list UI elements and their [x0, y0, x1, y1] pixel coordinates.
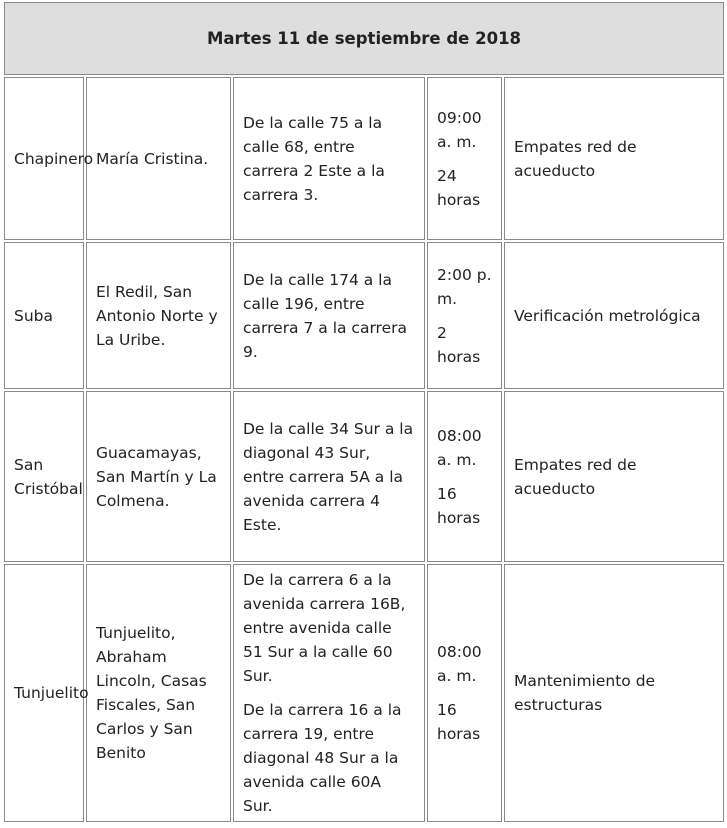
sector-text: De la calle 34 Sur a la diagonal 43 Sur, entre carrera 5A a la avenida carrera 4 Este.	[243, 419, 414, 534]
water-cut-schedule-table	[2, 0, 726, 824]
motivo-cell: Empates red de acueducto	[504, 77, 724, 240]
date-header-row	[4, 2, 724, 75]
motivo-cell: Mantenimiento de estructuras	[504, 564, 724, 822]
sectores-cell	[233, 564, 425, 822]
date-header: Martes 11 de septiembre de 2018	[4, 2, 724, 75]
duracion-text: 16 horas	[437, 701, 481, 743]
localidad-cell: Suba	[4, 242, 84, 389]
hora-cell	[427, 242, 502, 389]
duracion-text: 16 horas	[437, 484, 481, 527]
sector-text: De la carrera 16 a la carrera 19, entre diagonal 48 Sur a la avenida calle 60A Sur.	[243, 701, 402, 815]
motivo-cell: Empates red de acueducto	[504, 391, 724, 562]
sectores-cell	[233, 391, 425, 562]
barrios-cell: María Cristina.	[86, 77, 231, 240]
barrios-cell: El Redil, San Antonio Norte y La Uribe.	[86, 242, 231, 389]
duracion-text: 24 horas	[437, 166, 481, 209]
duracion-text: 2 horas	[437, 323, 481, 366]
barrios-cell: Guacamayas, San Martín y La Colmena.	[86, 391, 231, 562]
localidad-cell: Chapinero	[4, 77, 84, 240]
hora-cell	[427, 391, 502, 562]
table-row	[4, 77, 724, 240]
hora-text: 09:00 a. m.	[437, 108, 482, 151]
localidad-cell: San Cristóbal	[4, 391, 84, 562]
table-row	[4, 564, 724, 822]
sectores-cell	[233, 77, 425, 240]
hora-cell	[427, 564, 502, 822]
barrios-cell: Tunjuelito, Abraham Lincoln, Casas Fiscales, San Carlos y San Benito	[86, 564, 231, 822]
table-row	[4, 242, 724, 389]
hora-cell	[427, 77, 502, 240]
localidad-cell: Tunjuelito	[4, 564, 84, 822]
table-row	[4, 391, 724, 562]
sector-text: De la calle 75 a la calle 68, entre carrera 2 Este a la carrera 3.	[243, 113, 385, 204]
sector-text: De la carrera 6 a la avenida carrera 16B, entre avenida calle 51 Sur a la calle 60 Sur.	[243, 571, 406, 685]
motivo-cell: Verificación metrológica	[504, 242, 724, 389]
sectores-cell	[233, 242, 425, 389]
hora-text: 2:00 p. m.	[437, 265, 492, 308]
hora-text: 08:00 a. m.	[437, 643, 482, 685]
hora-text: 08:00 a. m.	[437, 426, 482, 469]
sector-text: De la calle 174 a la calle 196, entre carrera 7 a la carrera 9.	[243, 270, 407, 361]
